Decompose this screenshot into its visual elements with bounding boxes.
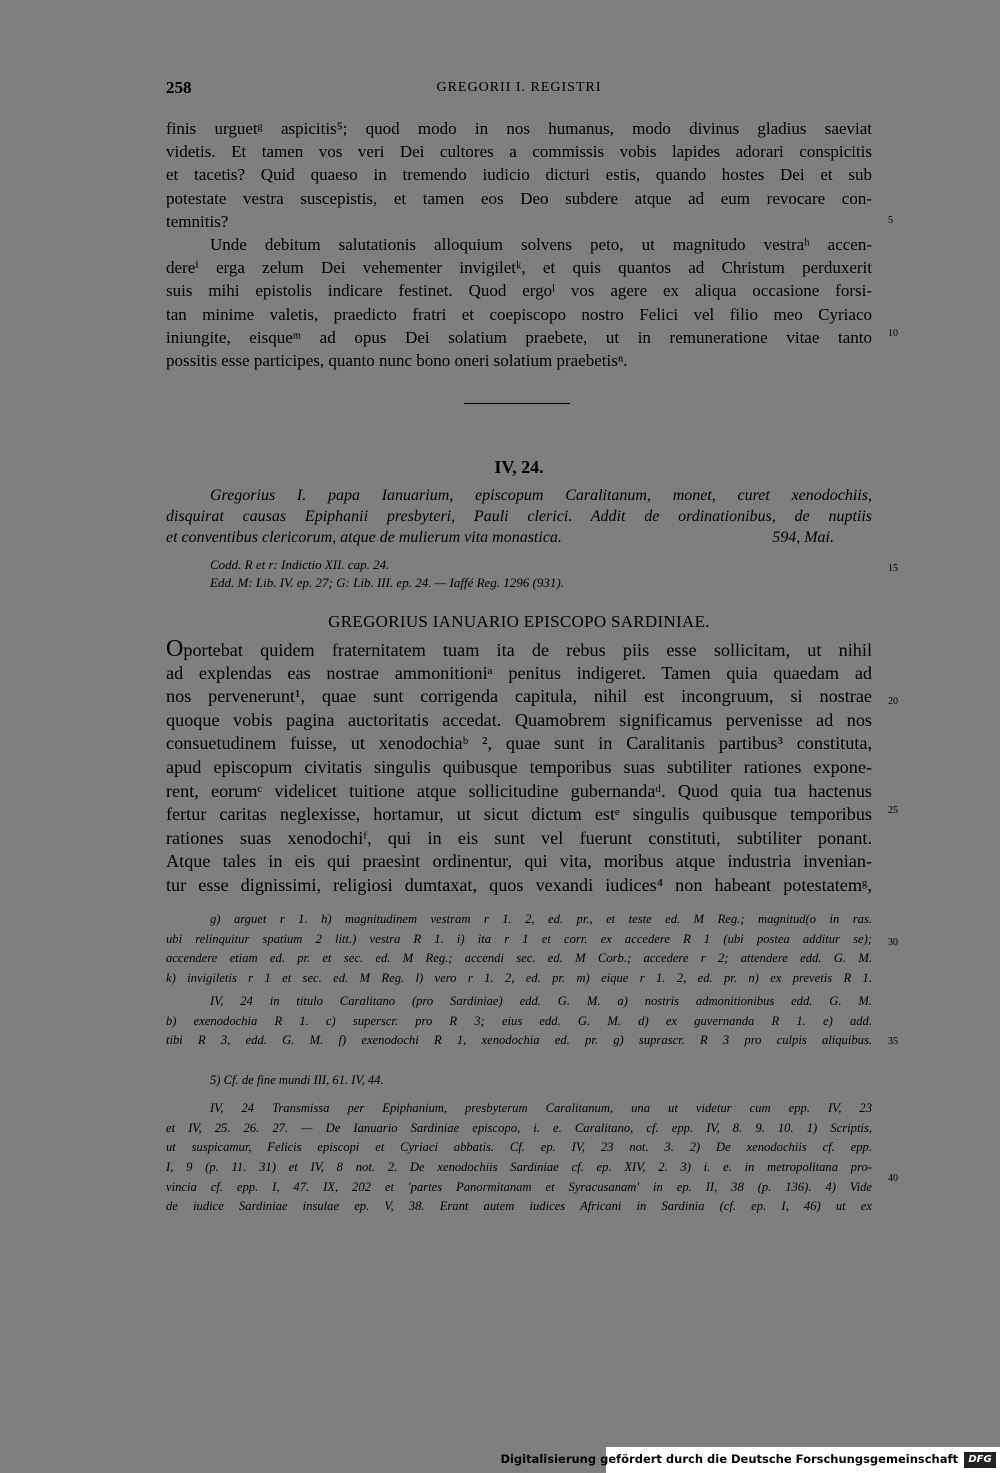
letter-number: IV, 24. xyxy=(494,457,544,477)
summary-line: disquirat causas Epiphanii presbyteri, Pauli clerici. Addit de ordinationibus, de nuptiis xyxy=(166,508,872,525)
apparatus-line: ubi relinquitur spatium 2 litt.) vestra R 1. i) ita r 1 et corr. ex accedere R 1 (ubi postea additur se); xyxy=(166,931,872,946)
text-line: Atque tales in eis qui praesint ordinentur, qui vita, moribus atque industria invenian- xyxy=(166,851,872,872)
text-line: et tacetis? Quid quaeso in tremendo iudicio dicturi estis, quando hostes Dei et sub xyxy=(166,165,872,185)
text-line xyxy=(166,638,872,662)
line-number: 5 xyxy=(888,215,893,226)
summary-text: et conventibus clericorum, atque de mulierum vita monastica. xyxy=(166,529,562,546)
line-number: 20 xyxy=(888,696,898,707)
commentary-line: IV, 24 Transmissa per Epiphanium, presbyterum Caralitanum, una ut videtur cum epp. IV, 23 xyxy=(210,1101,872,1115)
summary-line xyxy=(166,527,872,548)
section-divider xyxy=(464,403,570,404)
text-line: finis urguetᵍ aspicitis⁵; quod modo in nos humanus, modo divinus gladius saeviat xyxy=(166,119,872,138)
digitization-footer xyxy=(500,1447,1000,1473)
codices-editions xyxy=(166,556,872,591)
line-number: 30 xyxy=(888,937,898,948)
text-line: nos pervenerunt¹, quae sunt corrigenda capitula, nihil est incongruum, si nostrae xyxy=(166,686,872,707)
apparatus-line: k) invigiletis r 1 et sec. ed. M Reg. l) vero r 1. 2, ed. pr. m) eique r 1. 2, ed. pr. n) ex prevetis R 1. xyxy=(166,971,872,986)
funding-notice: Digitalisierung gefördert durch die Deutsche Forschungsgemeinschaft xyxy=(500,1452,958,1466)
line-number: 35 xyxy=(888,1036,898,1047)
running-header xyxy=(166,78,872,102)
apparatus-line: tibi R 3, edd. G. M. f) exenodochi R 1, xenodochia ed. pr. g) suprascr. R 3 pro culpis aliquibus. xyxy=(166,1033,872,1048)
dfg-logo: DFG xyxy=(964,1452,996,1468)
text-fragment: portebat quidem fraternitatem tuam ita de rebus piis esse sollicitam, ut nihil xyxy=(183,640,872,660)
initial-letter: O xyxy=(166,638,184,662)
codices-line: Codd. R et r: Indictio XII. cap. 24. xyxy=(210,557,390,572)
editions-line: Edd. M: Lib. IV. ep. 27; G: Lib. III. ep. 24. — Iaffé Reg. 1296 (931). xyxy=(210,574,564,590)
text-line: dereⁱ erga zelum Dei vehementer invigiletᵏ, et quis quantos ad Christum perduxerit xyxy=(166,258,872,278)
text-line: Unde debitum salutationis alloquium solvens peto, ut magnitudo vestraʰ accen- xyxy=(210,234,872,254)
letter-date: 594, Mai. xyxy=(772,529,834,546)
apparatus-line: accendere etiam ed. pr. et sec. ed. M Reg.; accendi sec. ed. M Corb.; accedere r 2; attendere edd. G. M. xyxy=(166,951,872,966)
commentary-line: vincia cf. epp. I, 47. IX, 202 et 'partes Panormitanam et Syracusanam' in ep. II, 38 (p. 136). 4) Vide xyxy=(166,1179,872,1194)
text-line: rent, eorumᶜ videlicet tuitione atque sollicitudine gubernandaᵈ. Quod quia tua hactenus xyxy=(166,780,872,801)
apparatus-line: g) arguet r 1. h) magnitudinem vestram r 1. 2, ed. pr., et teste ed. M Reg.; magnitud(o in ras. xyxy=(210,912,872,926)
text-line: temnitis? xyxy=(166,211,229,231)
text-line: fertur caritas neglexisse, hortamur, ut sicut dictum estᵉ singulis quibusque temporibus xyxy=(166,804,872,825)
commentary-line: ut suspicamur, Felicis episcopi et Cyriaci abbatis. Cf. ep. IV, 23 not. 3. 2) De xenodochiis cf. epp. xyxy=(166,1140,872,1155)
text-line: rationes suas xenodochiᶠ, qui in eis sunt vel fuerunt constituti, subtiliter ponant. xyxy=(166,827,872,848)
apparatus-current xyxy=(166,992,872,1051)
previous-letter-ending xyxy=(166,117,872,372)
line-number: 15 xyxy=(888,563,898,574)
line-number: 10 xyxy=(888,328,898,339)
text-line: potestate vestra suscepistis, et tamen eos Deo subdere atque ad eum revocare con- xyxy=(166,188,872,208)
running-title: GREGORII I. REGISTRI xyxy=(436,80,602,95)
text-line: quoque vobis pagina auctoritatis accedat. Quamobrem significamus pervenisse ad nos xyxy=(166,709,872,730)
text-line: consuetudinem fuisse, ut xenodochiaᵇ ², quae sunt in Caralitanis partibus³ constituta, xyxy=(166,733,872,754)
letter-body xyxy=(166,638,872,898)
commentary-line: 5) Cf. de fine mundi III, 61. IV, 44. xyxy=(210,1073,384,1087)
text-line: ad explendas eas nostrae ammonitioniᵃ penitus indigeret. Tamen quia quaedam ad xyxy=(166,662,872,683)
text-line: apud episcopum civitatis singulis quibusque temporibus suas subtiliter rationes expone- xyxy=(166,756,872,777)
commentary-line: et IV, 25. 26. 27. — De Ianuario Sardiniae episcopo, i. e. Caralitano, cf. epp. IV, 8. 9. 10. 1) Scriptis, xyxy=(166,1120,872,1135)
letter-address: GREGORIUS IANUARIO EPISCOPO SARDINIAE. xyxy=(328,612,710,631)
apparatus-line: IV, 24 in titulo Caralitano (pro Sardiniae) edd. G. M. a) nostris admonitionibus edd. G. M. xyxy=(210,994,872,1008)
text-line: iniungite, eisqueᵐ ad opus Dei solatium praebete, ut in remuneratione vitae tanto xyxy=(166,327,872,347)
commentary-current xyxy=(166,1099,872,1217)
summary-line: Gregorius I. papa Ianuarium, episcopum Caralitanum, monet, curet xenodochiis, xyxy=(210,487,872,504)
text-line: tan minime valetis, praedicto fratri et coepiscopo nostro Felici vel filio meo Cyriaco xyxy=(166,304,872,324)
text-line: possitis esse participes, quanto nunc bono oneri solatium praebetisⁿ. xyxy=(166,350,628,370)
commentary-previous xyxy=(166,1071,872,1091)
line-number: 40 xyxy=(888,1173,898,1184)
text-line: tur esse dignissimi, religiosi dumtaxat, quos vexandi iudices⁴ non habeant potestatemᵍ, xyxy=(166,874,872,895)
apparatus-line: b) exenodochia R 1. c) superscr. pro R 3; eius edd. G. M. d) ex guvernanda R 1. e) add. xyxy=(166,1013,872,1028)
commentary-line: I, 9 (p. 11. 31) et IV, 8 not. 2. De xenodochiis Sardiniae cf. ep. XIV, 2. 3) i. e. in metropolitana pro- xyxy=(166,1160,872,1175)
text-line: videtis. Et tamen vos veri Dei cultores a commissis vobis lapides adorari conspicitis xyxy=(166,142,872,162)
text-line: suis mihi epistolis indicare festinet. Quod ergoˡ vos agere ex aliqua occasione forsi- xyxy=(166,281,872,301)
commentary-line: de iudice Sardiniae insulae ep. V, 38. Erant autem iudices Africani in Sardinia (cf. ep. I, 46) ut ex xyxy=(166,1199,872,1214)
letter-summary xyxy=(166,485,872,548)
page-number: 258 xyxy=(166,78,192,97)
line-number: 25 xyxy=(888,805,898,816)
apparatus-previous xyxy=(166,910,872,989)
